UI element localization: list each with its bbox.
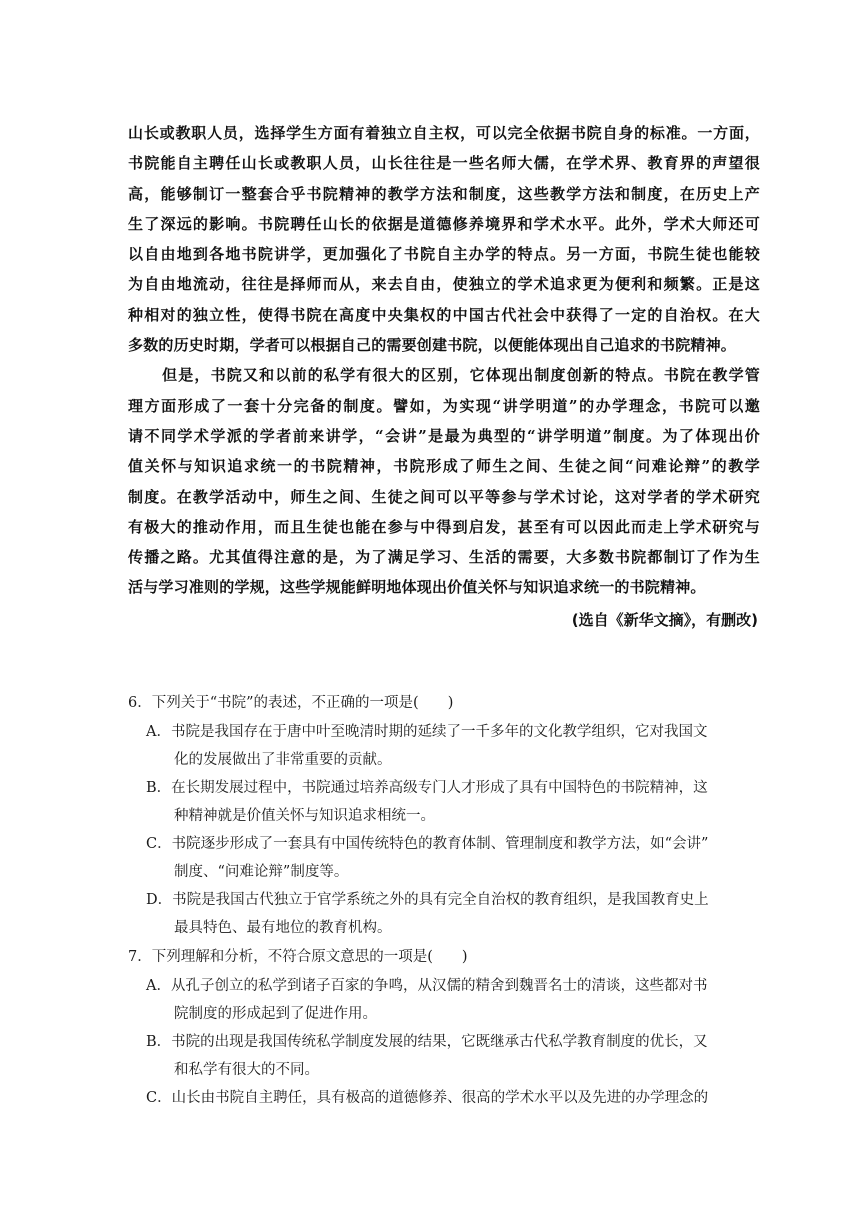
passage-source: (选自《新华文摘》，有删改) bbox=[571, 610, 758, 629]
passage-scan bbox=[128, 118, 760, 637]
option-text-cont: 最具特色、最有地位的教育机构。 bbox=[174, 920, 392, 936]
passage-line: 但是，书院又和以前的私学有很大的区别，它体现出制度创新的特点。书院在教学管 bbox=[162, 366, 760, 385]
option-a bbox=[128, 718, 748, 774]
option-text: B．书院的出现是我国传统私学制度发展的结果，它既继承古代私学教育制度的优长，又 bbox=[146, 1034, 708, 1050]
passage-line: 理方面形成了一套十分完备的制度。譬如，为实现“讲学明道”的办学理念，书院可以邀 bbox=[128, 396, 760, 415]
question-stem: 6．下列关于“书院”的表述，不正确的一项是( ) bbox=[128, 695, 454, 711]
passage-line: 值关怀与知识追求统一的书院精神，书院形成了师生之间、生徒之间“问难论辩”的教学 bbox=[128, 457, 760, 476]
option-b bbox=[128, 1028, 748, 1084]
option-text: D．书院是我国古代独立于官学系统之外的具有完全自治权的教育组织，是我国教育史上 bbox=[146, 892, 709, 908]
question-stem: 7．下列理解和分析，不符合原文意思的一项是( ) bbox=[128, 949, 468, 965]
passage-line: 活与学习准则的学规，这些学规能鲜明地体现出价值关怀与知识追求统一的书院精神。 bbox=[128, 578, 706, 597]
passage-line: 多数的历史时期，学者可以根据自己的需要创建书院，以便能体现出自己追求的书院精神。 bbox=[128, 336, 737, 355]
option-text: B．在长期发展过程中，书院通过培养高级专门人才形成了具有中国特色的书院精神，这 bbox=[146, 780, 708, 796]
option-text: A．从孔子创立的私学到诸子百家的争鸣，从汉儒的精舍到魏晋名士的清谈，这些都对书 bbox=[146, 978, 708, 994]
option-text-cont: 制度、“问难论辩”制度等。 bbox=[174, 864, 349, 880]
option-text: C．书院逐步形成了一套具有中国传统特色的教育体制、管理制度和教学方法，如“会讲” bbox=[146, 836, 709, 852]
question-list bbox=[128, 688, 748, 1112]
option-c bbox=[128, 1084, 748, 1112]
passage-line: 为自由地流动，往往是择师而从，来去自由，使独立的学术追求更为便利和频繁。正是这 bbox=[128, 275, 760, 294]
option-text-cont: 种精神就是价值关怀与知识追求相统一。 bbox=[174, 808, 435, 824]
option-a bbox=[128, 972, 748, 1028]
option-d bbox=[128, 886, 748, 942]
passage-line: 传播之路。尤其值得注意的是，为了满足学习、生活的需要，大多数书院都制订了作为生 bbox=[128, 548, 760, 567]
passage-line: 以自由地到各地书院讲学，更加强化了书院自主办学的特点。另一方面，书院生徒也能较 bbox=[128, 245, 760, 264]
passage-line: 书院能自主聘任山长或教职人员，山长往往是一些名师大儒，在学术界、教育界的声望很 bbox=[128, 154, 760, 173]
passage-line: 种相对的独立性，使得书院在高度中央集权的中国古代社会中获得了一定的自治权。在大 bbox=[128, 305, 760, 324]
passage-line: 生了深远的影响。书院聘任山长的依据是道德修养境界和学术水平。此外，学术大师还可 bbox=[128, 214, 760, 233]
passage-line: 请不同学术学派的学者前来讲学，“会讲”是最为典型的“讲学明道”制度。为了体现出价 bbox=[128, 426, 760, 445]
passage-line: 高，能够制订一整套合乎书院精神的教学方法和制度，这些教学方法和制度，在历史上产 bbox=[128, 184, 760, 203]
question-6 bbox=[128, 688, 748, 942]
passage-line: 山长或教职人员，选择学生方面有着独立自主权，可以完全依据书院自身的标准。一方面， bbox=[128, 124, 760, 142]
option-text: A．书院是我国存在于唐中叶至晚清时期的延续了一千多年的文化教学组织，它对我国文 bbox=[146, 724, 708, 740]
option-text-cont: 化的发展做出了非常重要的贡献。 bbox=[174, 752, 392, 768]
option-text-cont: 院制度的形成起到了促进作用。 bbox=[174, 1006, 377, 1022]
option-text: C．山长由书院自主聘任，具有极高的道德修养、很高的学术水平以及先进的办学理念的 bbox=[146, 1090, 709, 1106]
passage-line: 有极大的推动作用，而且生徒也能在参与中得到启发，甚至有可以因此而走上学术研究与 bbox=[128, 517, 760, 536]
passage-line: 制度。在教学活动中，师生之间、生徒之间可以平等参与学术讨论，这对学者的学术研究 bbox=[128, 487, 760, 506]
question-7 bbox=[128, 942, 748, 1112]
option-b bbox=[128, 774, 748, 830]
option-text-cont: 和私学有很大的不同。 bbox=[174, 1062, 319, 1078]
option-c bbox=[128, 830, 748, 886]
